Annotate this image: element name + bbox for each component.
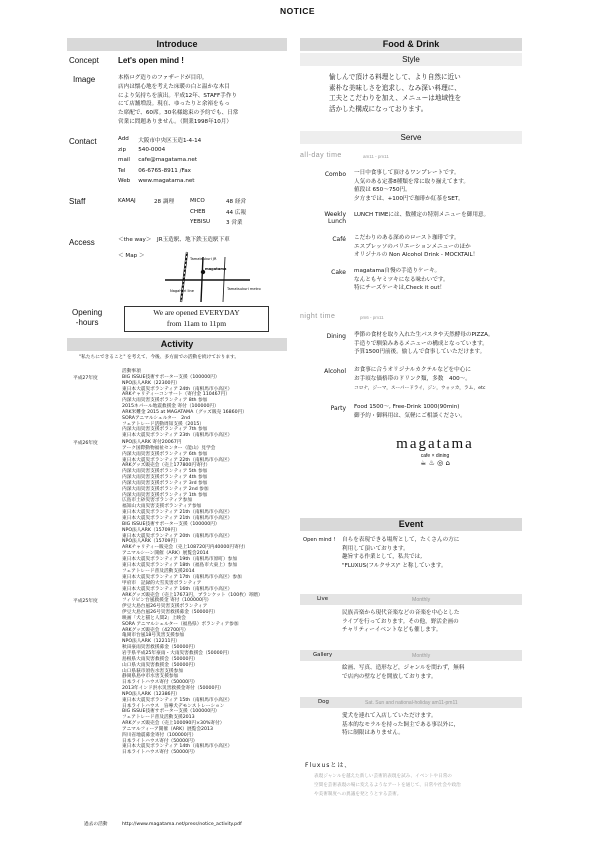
past-activity-label: 過去の活動 xyxy=(84,822,108,827)
staff-name: YEBISU xyxy=(190,219,211,226)
activity-list-26: NPO法人ARK 寄付20067円 アーク国際動物福祉センター（能山）見学会 内深大雨災害支援ボランティア 6th 参加 東日本大震災ボランティア 22th（南相馬市小高区） ARKグッズ販売会（売上177800円寄付） 内深大雨災害支援ボランティア 5th 参加 内深大雨災害支援ボランティア 4th 参加 内深大雨災害支援ボランティア 3rd 参加 内深大雨災害支援ボランティア 2nd 参加 内深大雨災害支援ボランティア 1th 参加 広島市土砂災害ボランティア参加 福知山大雨災害支援ボランティア参加 東日本大震災ボランティア 21th（南相馬市小高区） 東日本大震災ボランティア 21th（南相馬市小高区） BIG ISSUE技術サポーター支援（100000円） NPO法人ARK（15709円） 東日本大震災ボランティア 20th（南相馬市小高区） NPO法人ARK（15709円） ARKチャリティー販売会（売上108720円内40000円寄付） アニマルシーン開催（ARK）展覧会2014 東日本大震災ボランティア 19th（南相馬市原町）参加 東日本大震災ボランティア 18th（福島市大東上）参加 フェアトレード普及活動支援2014 xyxy=(122,440,249,574)
staff-name: CHEB xyxy=(190,208,206,215)
staff-role: 28 調理 xyxy=(154,199,175,206)
alcohol-sub: コロナ，ジーマ，スーパードライ，ジン，ウォッカ，ラム，etc xyxy=(354,386,486,391)
staff-row xyxy=(118,196,252,207)
live-monthly: Monthly xyxy=(412,597,431,603)
staff-role xyxy=(154,217,190,228)
food-header: Food & Drink xyxy=(300,38,522,51)
dog-label: Dog xyxy=(318,699,329,705)
contact-key: zip xyxy=(118,146,127,153)
opening-line2: from 11am to 11pm xyxy=(166,319,227,328)
concept-label: Concept xyxy=(69,56,99,65)
access-map-label: ＜ Map ＞ xyxy=(118,253,145,259)
opening-box xyxy=(124,306,269,332)
logo-subtitle: cafe × dining xyxy=(420,453,450,459)
contact-key: Add xyxy=(118,136,129,142)
contact-key: mail xyxy=(118,157,130,163)
cafe-label: Café xyxy=(332,236,346,243)
map-label: Tamatsukuri JR xyxy=(190,257,217,261)
activity-year-25: 平成25年度 xyxy=(73,599,98,604)
allday-label: all-day time xyxy=(300,152,342,159)
fluxus-title: Fluxusとは、 xyxy=(305,762,352,769)
night-label: night time xyxy=(300,313,336,320)
contact-web-link[interactable]: www.magatama.net xyxy=(138,178,195,184)
access-way: ＜the way＞ JR玉造駅、地下鉄玉造駅下車 xyxy=(118,237,230,243)
dining-label: Dining xyxy=(326,333,346,340)
opening-line1: We are opened EVERYDAY xyxy=(153,308,240,317)
dog-text: 愛犬を連れて入店していただけます。 基本的なモラルを持った飼主である事以外に， 特に制限はありません。 xyxy=(342,713,460,737)
concept-value: Let's open mind ! xyxy=(118,56,184,65)
open-mind-label: Open mind ! xyxy=(303,537,336,543)
staff-label: Staff xyxy=(69,197,86,206)
event-header: Event xyxy=(300,518,522,531)
magatama-logo xyxy=(395,436,475,468)
party-label: Party xyxy=(330,405,346,412)
contact-label: Contact xyxy=(69,137,97,146)
weekly-lunch-text: LUNCH TIMEには、数種定の特別メニューを御用意。 xyxy=(354,212,490,218)
style-text: 愉しんで頂ける料理として、より自然に近い 素朴な美味しさを追求し、なみ深い料理に、 工夫とこだわりを加え、メニューは地域性を 活かした構成になっております。 xyxy=(329,73,462,113)
staff-name: MICO xyxy=(190,198,205,205)
staff-name: KAMAJ xyxy=(118,198,136,205)
access-label: Access xyxy=(69,238,95,247)
contact-key: Tel xyxy=(118,167,126,174)
contact-row xyxy=(118,136,209,147)
logo-wordmark: magatama xyxy=(396,436,474,452)
activity-year-27: 平成27年度 xyxy=(73,376,98,381)
opening-label: Opening -hours xyxy=(72,308,103,327)
introduce-header: Introduce xyxy=(67,38,287,51)
cake-label: Cake xyxy=(331,269,346,276)
map-label: Nagahori line xyxy=(170,289,194,293)
party-text: Food 1500〜, Free-Drink 1000(90min) 御予約・御料用は、気軽にご相談ください。 xyxy=(354,404,466,419)
combo-text: 一日中食事して頂けるワンプレートです。 人気のある定番8種類を常に取り揃えてます。 値段は 650〜750円。 夕方までは、+100円で珈琲か紅茶をSET。 xyxy=(354,170,469,202)
activity-intro: "私たちにできること" を考えて、今後、多方面での活動を続けております。 xyxy=(79,355,240,360)
past-activity-link[interactable]: http://www.magatama.net/press/notice_activity.pdf xyxy=(122,822,242,827)
staff-role: 3 営業 xyxy=(226,220,243,227)
dining-text: 季節の食材を取り入れた生パスタや天然酵母のPIZZA。 手造りで馴染みあるメニューの構成となっています。 予算1500円前後。愉しんで食事していただけます。 xyxy=(354,332,494,356)
contact-value: 大阪市中央区玉造1-4-14 xyxy=(138,138,202,144)
staff-role xyxy=(154,207,190,218)
live-label: Live xyxy=(317,596,329,602)
image-text: 本格ログ造りのファザードが目印。 店内は懐心地を考えた床暖の白と温かな木目 により気持ちを演出。平成12年、STAFF手作り にて店舗増設。現在、ゆったりと余裕をもっ た席配で、60席。30名様総束の予約でも、日常 営業に問題ありません。（開業1998年10月） xyxy=(118,75,239,125)
weekly-lunch-label: Weekly Lunch xyxy=(324,211,346,225)
contact-row xyxy=(118,178,209,189)
staff-role: 44 広報 xyxy=(226,209,247,216)
cake-text: magatama自慢の手造りケーキ。 なんともヤミツキになる味わいです。 特にチーズケーキは,Check it out！ xyxy=(354,268,449,292)
staff-row xyxy=(118,217,252,228)
notice-title: NOTICE xyxy=(279,6,316,16)
gallery-text: 絵画、写真、造形など，ジャンルを問わず，無料 で店内の壁などを開放しております。 xyxy=(342,665,465,680)
contact-row xyxy=(118,168,209,179)
activity-year-26: 平成26年度 xyxy=(73,441,98,446)
fluxus-text: 表現ジャンルを越えた新しい芸術的表現を試み、イベントや日常の 空間を芸術表現の場に変えるようなアートを通じて、日常や社会や政治 や美術制度への異議を発とうとする芸術。 xyxy=(314,773,461,796)
gallery-label: Gallery xyxy=(313,652,333,658)
serve-header: Serve xyxy=(300,131,522,144)
contact-email-link[interactable]: cafe@magatama.net xyxy=(138,157,198,163)
activity-list-27: 活動事項 BIG ISSUE技術サポーター支援（100000円） NPO法人ARK（22300円） 東日本大震災ボランティア 24th（南相馬市小高区） ARKチャリティーコンサート（寄付金 110467円） 内深大雨災害支援ボランティア 8th 参加 2015ネパール地震救援金 寄付（100000円） ARK米難金 2015 at MAGATAMA（グッズ販売 16860円） SORAアニマルシェルター 2nd フェアトレード活動周知支援（2015） 内深大雨災害支援ボランティア 7th 参加 東日本大震災ボランティア 23th（南相馬市小高区） xyxy=(122,369,247,439)
contact-row xyxy=(118,147,209,158)
activity-list-25: 東日本大震災ボランティア 17th（南相馬市小高区）参加 甲府市 記録的大雪災害ボランティア 東日本大震災ボランティア 16th（南相馬市小高区） ARKグッズ販売会（売上17673円，ブランケット（100枚）寄贈） フィリピン台風救援金 寄付（100000円） 伊豆大島台風26号災害支援ボランティア 伊豆大島台風26号災害救援募金（50000円） 映画「犬と猫と人間2」上映会 SORA アニマルシェルター（福島県）ボランティア参加 ARKグッズ販売会（42700円） 亀岡市台風18号災害支援参加 NPO法人ARK（12211円） 秋田豪雨災害救援募金（50000円） 岩手県平成25年豪雨・大雨災害救援会（50000円） 島根県大雨災害救援会（50000円） 山口県大雨災害救援金（50000円） 山口県萩市須佐水害支援参加 静岡県島中市水害支援参加 日本ライトハウス寄付（50000円） 2013年インド洪水災害救援金寄付（50000円） NPO法人ARK（12386円） 東日本大震災ボランティア 15th（南相馬市小高区） 日本ライトハウス 盲導犬デモンストレーション BIG ISSUE技術サポーター支援（100000円） フェアトレード普及活動支援2013 ARKグッズ販売会（売上100090円×30%寄付） アニマルフィーア開催（ARK）展覧会2013 四川省地震募金寄付（100000円） 日本ライトハウス寄付（50000円） 東日本大震災ボランティア 14th（南相馬市小高区） 日本ライトハウス寄付（50000円） xyxy=(122,575,263,756)
night-hours: pm6 - pm11 xyxy=(360,315,384,320)
map-label: magatama xyxy=(205,267,227,271)
staff-name xyxy=(118,217,154,228)
combo-label: Combo xyxy=(324,171,346,178)
dog-hours: Sat. Sun and national-holiday am11-pm11 xyxy=(365,700,458,706)
live-text: 民族音楽から現代音楽などの音楽を中心とした ライブを行っております。その他，野活企画の チャリティーイベントなども催します。 xyxy=(342,610,460,634)
logo-icons: ☕ ♨ ◎ ⌂ xyxy=(420,459,450,467)
allday-hours: am11 - pm11 xyxy=(363,154,389,159)
staff-name xyxy=(118,207,154,218)
alcohol-text: お食事に合うオリジナルカクテルなどを中心に お手頃な価格帯のドリンク類，多数 400〜。 xyxy=(354,367,471,382)
style-header: Style xyxy=(300,53,522,66)
activity-header: Activity xyxy=(67,338,287,351)
contact-key: Web xyxy=(118,178,131,184)
open-mind-text: 自らを表現できる場所として，たくさんの方に 利用して頂いております。 趣旨する作業として，私共では, "FLUXUS(フルクサス)" と称しています。 xyxy=(342,537,460,569)
alcohol-label: Alcohol xyxy=(324,368,346,375)
contact-value: 540-0004 xyxy=(138,146,166,153)
gallery-band xyxy=(300,650,522,661)
contact-value: 06-6765-8911 /Fax xyxy=(138,167,191,174)
access-map xyxy=(165,252,261,302)
image-label: Image xyxy=(73,75,96,84)
staff-role: 48 経営 xyxy=(226,199,247,206)
staff-row xyxy=(118,207,252,218)
live-band xyxy=(300,594,522,605)
contact-table xyxy=(118,136,209,189)
contact-row xyxy=(118,157,209,168)
gallery-monthly: Monthly xyxy=(412,653,431,659)
cafe-text: こだわりのある深めのロースト珈琲です。 エスプレッソのバリエーションメニューのほか オリジナルの Non Alcohol Drink - MOCKTAIL！ xyxy=(354,235,479,259)
map-label: Tamatsukuri metro xyxy=(227,287,261,291)
staff-table xyxy=(118,196,252,228)
